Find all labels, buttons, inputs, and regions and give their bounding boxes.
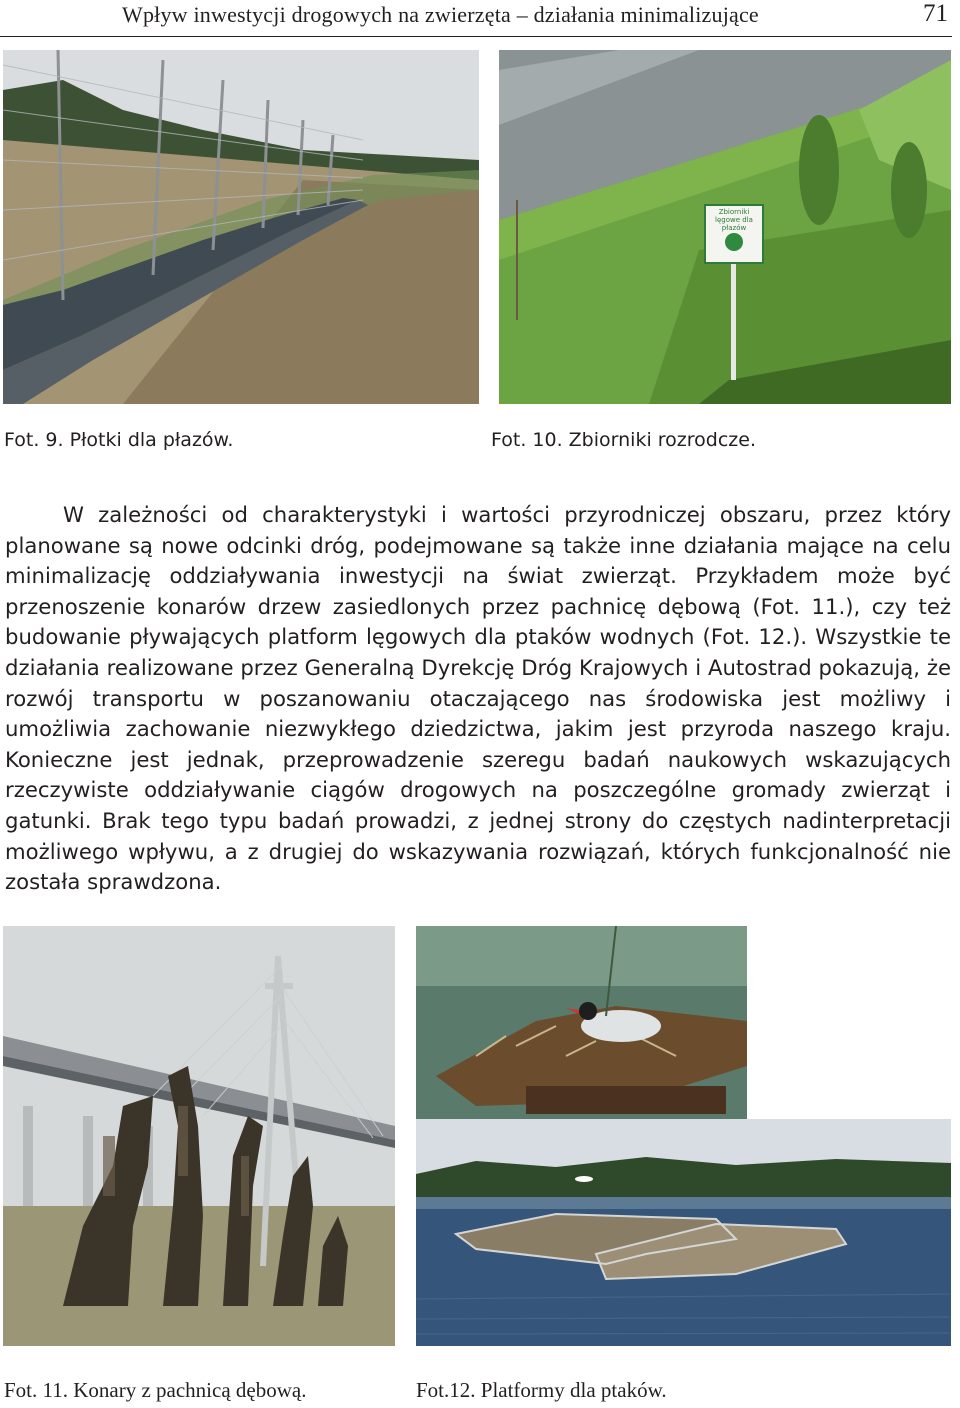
photo-bird-platform-lake xyxy=(416,1119,951,1346)
body-paragraph: W zależności od charakterystyki i wartości przyrodniczej obszaru, przez który planowane są nowe odcinki dróg, podejmowane są także inne działania mające na celu minimalizację oddziaływania inwestycji na świat zwierząt. Przykładem może być przenoszenie konarów drzew zasiedlonych przez pachnicę dębową (Fot. 11.), czy też budowanie pływających platform lęgowych dla ptaków wodnych (Fot. 12.). Wszystkie te działania realizowane przez Generalną Dyrekcję Dróg Krajowych i Autostrad pokazują, że rozwój transportu w poszanowaniu otaczającego nas środowiska jest możliwy i umożliwia zachowanie niezwykłego dziedzictwa, jakim jest przyroda naszego kraju. Konieczne jest jednak, przeprowadzenie szeregu badań naukowych wskazujących rzeczywiste oddziaływanie ciągów drogowych na poszczególne gromady zwierząt i gatunki. Brak tego typu badań prowadzi, z jednej strony do częstych nadinterpretacji możliwego wpływu, a z drugiej do wskazywania rozwiązań, których funkcjonalność nie została sprawdzona. xyxy=(5,502,951,895)
photo-amphibian-fence xyxy=(3,50,479,404)
caption-fot10: Fot. 10. Zbiorniki rozrodcze. xyxy=(491,429,756,451)
header-title: Wpływ inwestycji drogowych na zwierzęta – działania minimalizujące xyxy=(122,2,759,27)
photo-breeding-ponds xyxy=(499,50,951,404)
photo-branches-hermit-beetle xyxy=(3,926,395,1346)
body-text xyxy=(5,500,951,898)
caption-fot11: Fot. 11. Konary z pachnicą dębową. xyxy=(4,1378,307,1402)
photo-bird-platform-tern xyxy=(416,926,747,1119)
page-number: 71 xyxy=(923,0,948,27)
sign-text: Zbiorniki lęgowe dla płazów xyxy=(715,208,753,232)
caption-fot12: Fot.12. Platformy dla ptaków. xyxy=(416,1378,667,1402)
running-header xyxy=(0,0,952,37)
caption-fot9: Fot. 9. Płotki dla płazów. xyxy=(4,429,234,451)
